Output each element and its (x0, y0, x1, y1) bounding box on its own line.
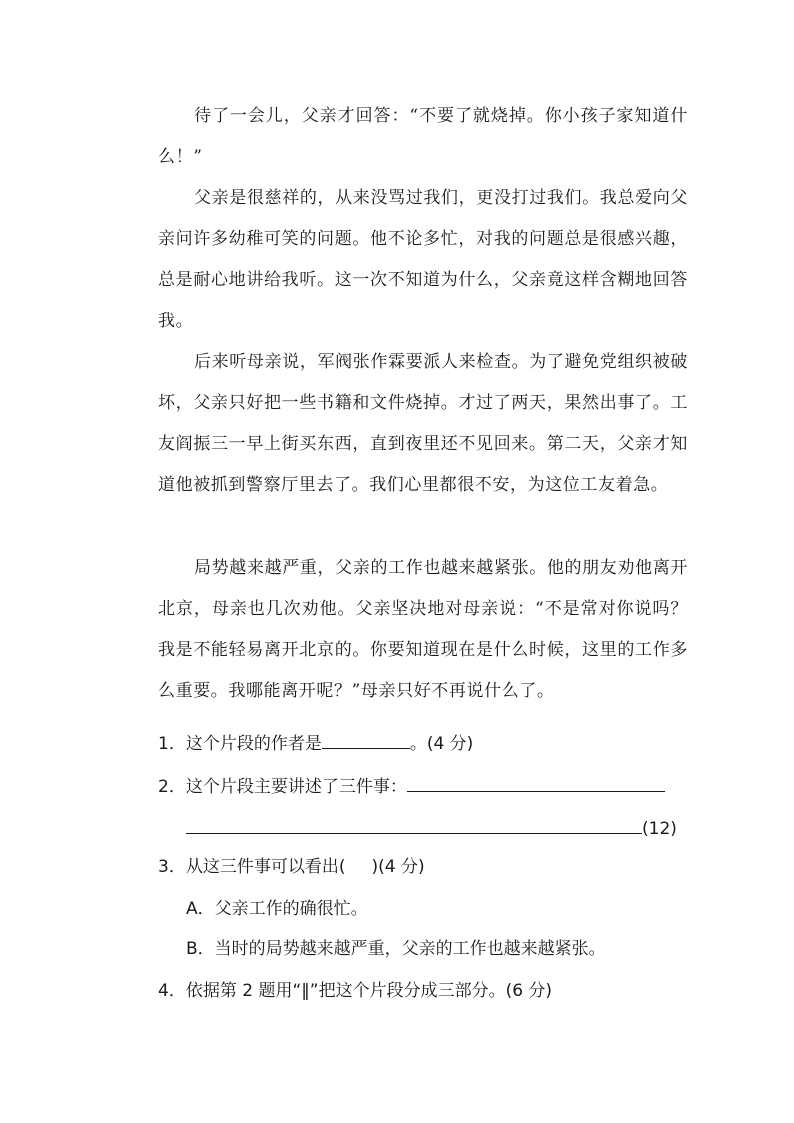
question-2-number: 2． (158, 777, 186, 797)
passage-paragraph-2: 父亲是很慈祥的，从来没骂过我们，更没打过我们。我总爱向父亲问许多幼稚可笑的问题。他不论多忙，对我的问题总是很感兴趣，总是耐心地讲给我听。这一次不知道为什么，父亲竟这样含糊地回答我。 (158, 188, 688, 331)
question-4 (158, 977, 552, 1005)
question-1-number: 1． (158, 734, 186, 754)
question-1-text: 这个片段的作者是 (185, 734, 322, 754)
question-1 (158, 728, 473, 758)
question-4-text: 依据第 2 题用“‖”把这个片段分成三部分。(6 分) (185, 981, 553, 1001)
question-1-answer-blank[interactable] (322, 728, 410, 749)
question-1-score: 。(4 分) (409, 734, 474, 754)
question-2-score-close: ) (670, 819, 677, 839)
question-3 (158, 853, 425, 881)
question-3-number: 3． (158, 857, 186, 877)
question-2-answer-blank-line-1[interactable] (407, 771, 665, 792)
question-3-option-a[interactable]: A．父亲工作的确很忙。 (186, 899, 368, 919)
question-3-text: 从这三件事可以看出( (185, 857, 346, 877)
passage-paragraph-1: 待了一会儿，父亲才回答：“不要了就烧掉。你小孩子家知道什么！” (158, 106, 688, 167)
question-3-score: )(4 分) (371, 857, 425, 877)
question-2-score: (12 (642, 819, 671, 839)
passage-paragraph-4: 局势越来越严重，父亲的工作也越来越紧张。他的朋友劝他离开北京，母亲也几次劝他。父亲坚决地对母亲说：“不是常对你说吗？我是不能轻易离开北京的。你要知道现在是什么时候，这里的工作多么重要。我哪能离开呢？”母亲只好不再说什么了。 (158, 558, 688, 701)
question-2 (158, 771, 665, 801)
question-4-number: 4． (158, 981, 186, 1001)
question-2-text: 这个片段主要讲述了三件事： (185, 777, 407, 797)
question-2-answer-blank-line-2[interactable] (186, 813, 642, 834)
question-2-line-2 (186, 813, 677, 843)
passage-paragraph-3: 后来听母亲说，军阀张作霖要派人来检查。为了避免党组织被破坏，父亲只好把一些书籍和文件烧掉。才过了两天，果然出事了。工友阎振三一早上街买东西，直到夜里还不见回来。第二天，父亲才知道他被抓到警察厅里去了。我们心里都很不安，为这位工友着急。 (158, 352, 688, 495)
question-3-option-b[interactable]: B．当时的局势越来越严重，父亲的工作也越来越紧张。 (186, 939, 606, 959)
